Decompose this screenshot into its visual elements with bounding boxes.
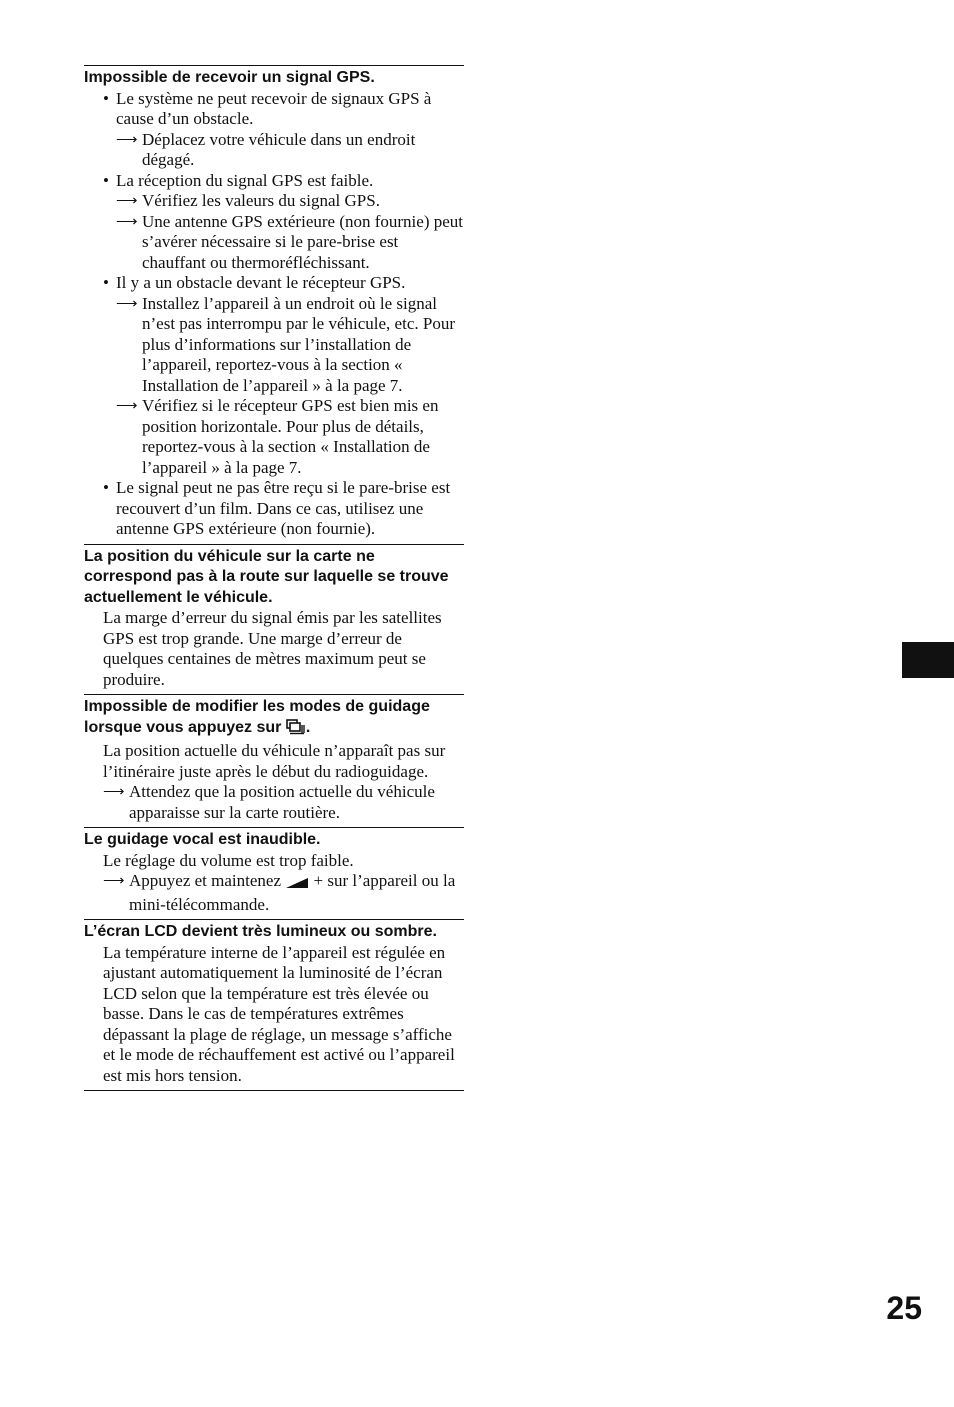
solution-text: + sur l’appareil ou la mini-télécommande. [129, 871, 456, 914]
bullet-text: La réception du signal GPS est faible. [116, 170, 374, 190]
solution-text: Appuyez et maintenez [129, 871, 281, 890]
explanation-text: La position actuelle du véhicule n’apparaît pas sur l’itinéraire juste après le début du radioguidage. [103, 741, 446, 781]
section-heading: L’écran LCD devient très lumineux ou sombre. [84, 923, 437, 940]
section-lcd-brightness [84, 919, 464, 1091]
section-heading: La position du véhicule sur la carte ne correspond pas à la route sur laquelle se trouve actuellement le véhicule. [84, 547, 449, 606]
page-number: 25 [886, 1290, 922, 1326]
arrow-icon: ⟶ [116, 295, 138, 312]
bullet-mark: • [103, 273, 109, 292]
section-vehicle-position [84, 544, 464, 695]
solution-item [84, 130, 464, 171]
bullet-text: Le système ne peut recevoir de signaux GPS à cause d’un obstacle. [116, 88, 432, 128]
guidance-mode-icon [286, 719, 306, 742]
section-voice-guidance [84, 827, 464, 919]
solution-text: Installez l’appareil à un endroit où le signal n’est pas interrompu par le véhicule, etc. Pour plus d’informations sur l’installation de l’appareil, reportez-vous à la section « Installation de l’appareil » à la page 7. [142, 293, 455, 395]
section-heading: Le guidage vocal est inaudible. [84, 831, 321, 848]
arrow-icon: ⟶ [103, 873, 125, 889]
solution-text: Vérifiez les valeurs du signal GPS. [142, 191, 380, 210]
solution-item [84, 191, 464, 212]
solution-text: Attendez que la position actuelle du véhicule apparaisse sur la carte routière. [129, 782, 435, 822]
solution-text: Une antenne GPS extérieure (non fournie) peut s’avérer nécessaire si le pare-brise est chauffant ou thermoréfléchissant. [142, 211, 463, 272]
bullet-item [84, 478, 464, 540]
arrow-icon: ⟶ [116, 213, 138, 230]
arrow-icon: ⟶ [116, 131, 138, 148]
explanation-text: La température interne de l’appareil est régulée en ajustant automatiquement la luminosité de l’écran LCD selon que la température est très élevée ou basse. Dans le cas de températures extrêmes dépassant la plage de réglage, un message s’affiche et le mode de réchauffement est activé ou l’appareil est mis hors tension. [103, 942, 455, 1085]
solution-text: Déplacez votre véhicule dans un endroit dégagé. [142, 129, 416, 169]
bullet-item [84, 171, 464, 192]
bullet-mark: • [103, 170, 109, 190]
arrow-icon: ⟶ [116, 398, 138, 414]
section-gps-signal [84, 65, 464, 544]
arrow-icon: ⟶ [103, 784, 125, 800]
explanation-text: Le réglage du volume est trop faible. [103, 850, 354, 870]
solution-item [84, 871, 464, 915]
bullet-mark: • [103, 478, 109, 497]
bullet-text: Il y a un obstacle devant le récepteur GPS. [116, 273, 406, 292]
bullet-mark: • [103, 88, 109, 108]
explanation-text: La marge d’erreur du signal émis par les satellites GPS est trop grande. Une marge d’erreur de quelques centaines de mètres maximum peut se produire. [103, 608, 442, 689]
bullet-item [84, 273, 464, 294]
section-heading [84, 697, 464, 741]
solution-text: Vérifiez si le récepteur GPS est bien mis en position horizontale. Pour plus de détails, reportez-vous à la section « Installation de l’appareil » à la page 7. [142, 396, 439, 477]
chapter-tab-marker [902, 642, 954, 678]
troubleshooting-column [84, 65, 464, 1091]
heading-text: . [305, 718, 311, 736]
bullet-text: Le signal peut ne pas être reçu si le pare-brise est recouvert d’un film. Dans ce cas, utilisez une antenne GPS extérieure (non fournie). [116, 478, 451, 538]
arrow-icon: ⟶ [116, 193, 138, 209]
solution-item [84, 212, 464, 274]
volume-icon [285, 874, 309, 895]
solution-item [84, 782, 464, 823]
heading-text: Impossible de modifier les modes de guidage lorsque vous appuyez sur [84, 698, 430, 736]
solution-item [84, 294, 464, 397]
section-heading: Impossible de recevoir un signal GPS. [84, 69, 375, 86]
section-guidance-modes [84, 694, 464, 827]
solution-item [84, 396, 464, 478]
bullet-item [84, 89, 464, 130]
